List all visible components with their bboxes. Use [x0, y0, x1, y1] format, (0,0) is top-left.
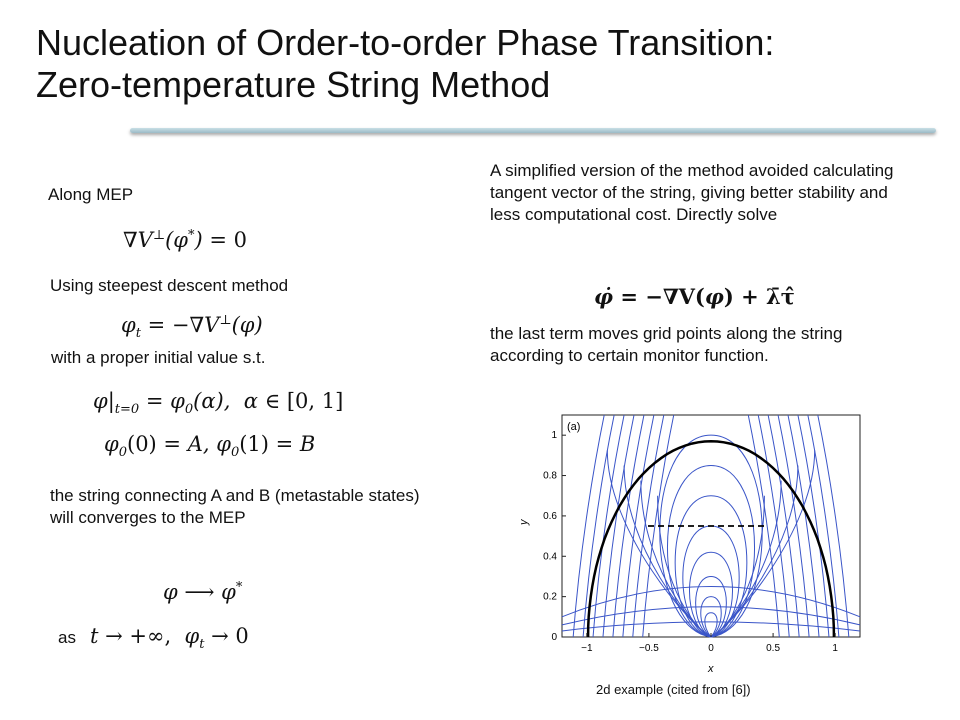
x-tick-label: 0.5	[766, 643, 781, 654]
as-equation: t → +∞, $\varphi_t \to 0$	[90, 624, 249, 653]
figure-caption: 2d example (cited from [6])	[596, 682, 751, 697]
initial-equation-2: $\varphi_0(0) = A$, $\varphi_0(1) = B$	[104, 432, 316, 461]
title-line-1: Nucleation of Order-to-order Phase Transition:	[36, 22, 775, 63]
as-label: as	[58, 628, 76, 647]
contour-figure	[505, 410, 865, 680]
y-tick-label: 1	[551, 430, 557, 442]
y-tick-label: 0.2	[543, 591, 557, 603]
initial-equation-1: $\varphi|_{t=0} = \varphi_0(\alpha)$, α ∈ [0, 1]	[93, 389, 344, 418]
last-term-text: the last term moves grid points along the string according to certain monitor function.	[490, 324, 843, 365]
y-tick-label: 0.6	[543, 510, 557, 522]
converges-text: the string connecting A and B (metastable states) will converges to the MEP	[50, 486, 420, 527]
title-line-2: Zero-temperature String Method	[36, 64, 551, 105]
descent-equation: $\varphi_t = -\nabla V^\perp(\varphi)$	[121, 313, 263, 342]
along-mep-text: Along MEP	[48, 185, 134, 204]
title-underline	[130, 128, 936, 133]
y-axis-label: y	[518, 519, 530, 525]
x-tick-label: 1	[832, 643, 838, 654]
limit-equation: φ ⟶ φ*	[163, 580, 243, 604]
initial-value-text: with a proper initial value s.t.	[51, 348, 266, 367]
simplified-text: A simplified version of the method avoided calculating tangent vector of the string, giving better stability and less computational cost. Directly solve	[490, 161, 894, 224]
x-tick-label: 0	[708, 643, 714, 654]
slide-title	[36, 22, 936, 106]
y-tick-label: 0.4	[543, 551, 557, 563]
solve-equation: φ̇ = −∇V(φ) + λ̄τ̂	[594, 284, 795, 309]
x-tick-label: −1	[581, 643, 593, 654]
mep-equation: ∇V⊥(φ*) = 0	[123, 228, 247, 252]
x-axis-label: x	[708, 663, 714, 675]
steepest-descent-text: Using steepest descent method	[50, 276, 289, 295]
panel-label: (a)	[567, 421, 581, 433]
x-tick-label: −0.5	[639, 643, 659, 654]
y-tick-label: 0.8	[543, 470, 557, 482]
y-tick-label: 0	[551, 632, 557, 643]
